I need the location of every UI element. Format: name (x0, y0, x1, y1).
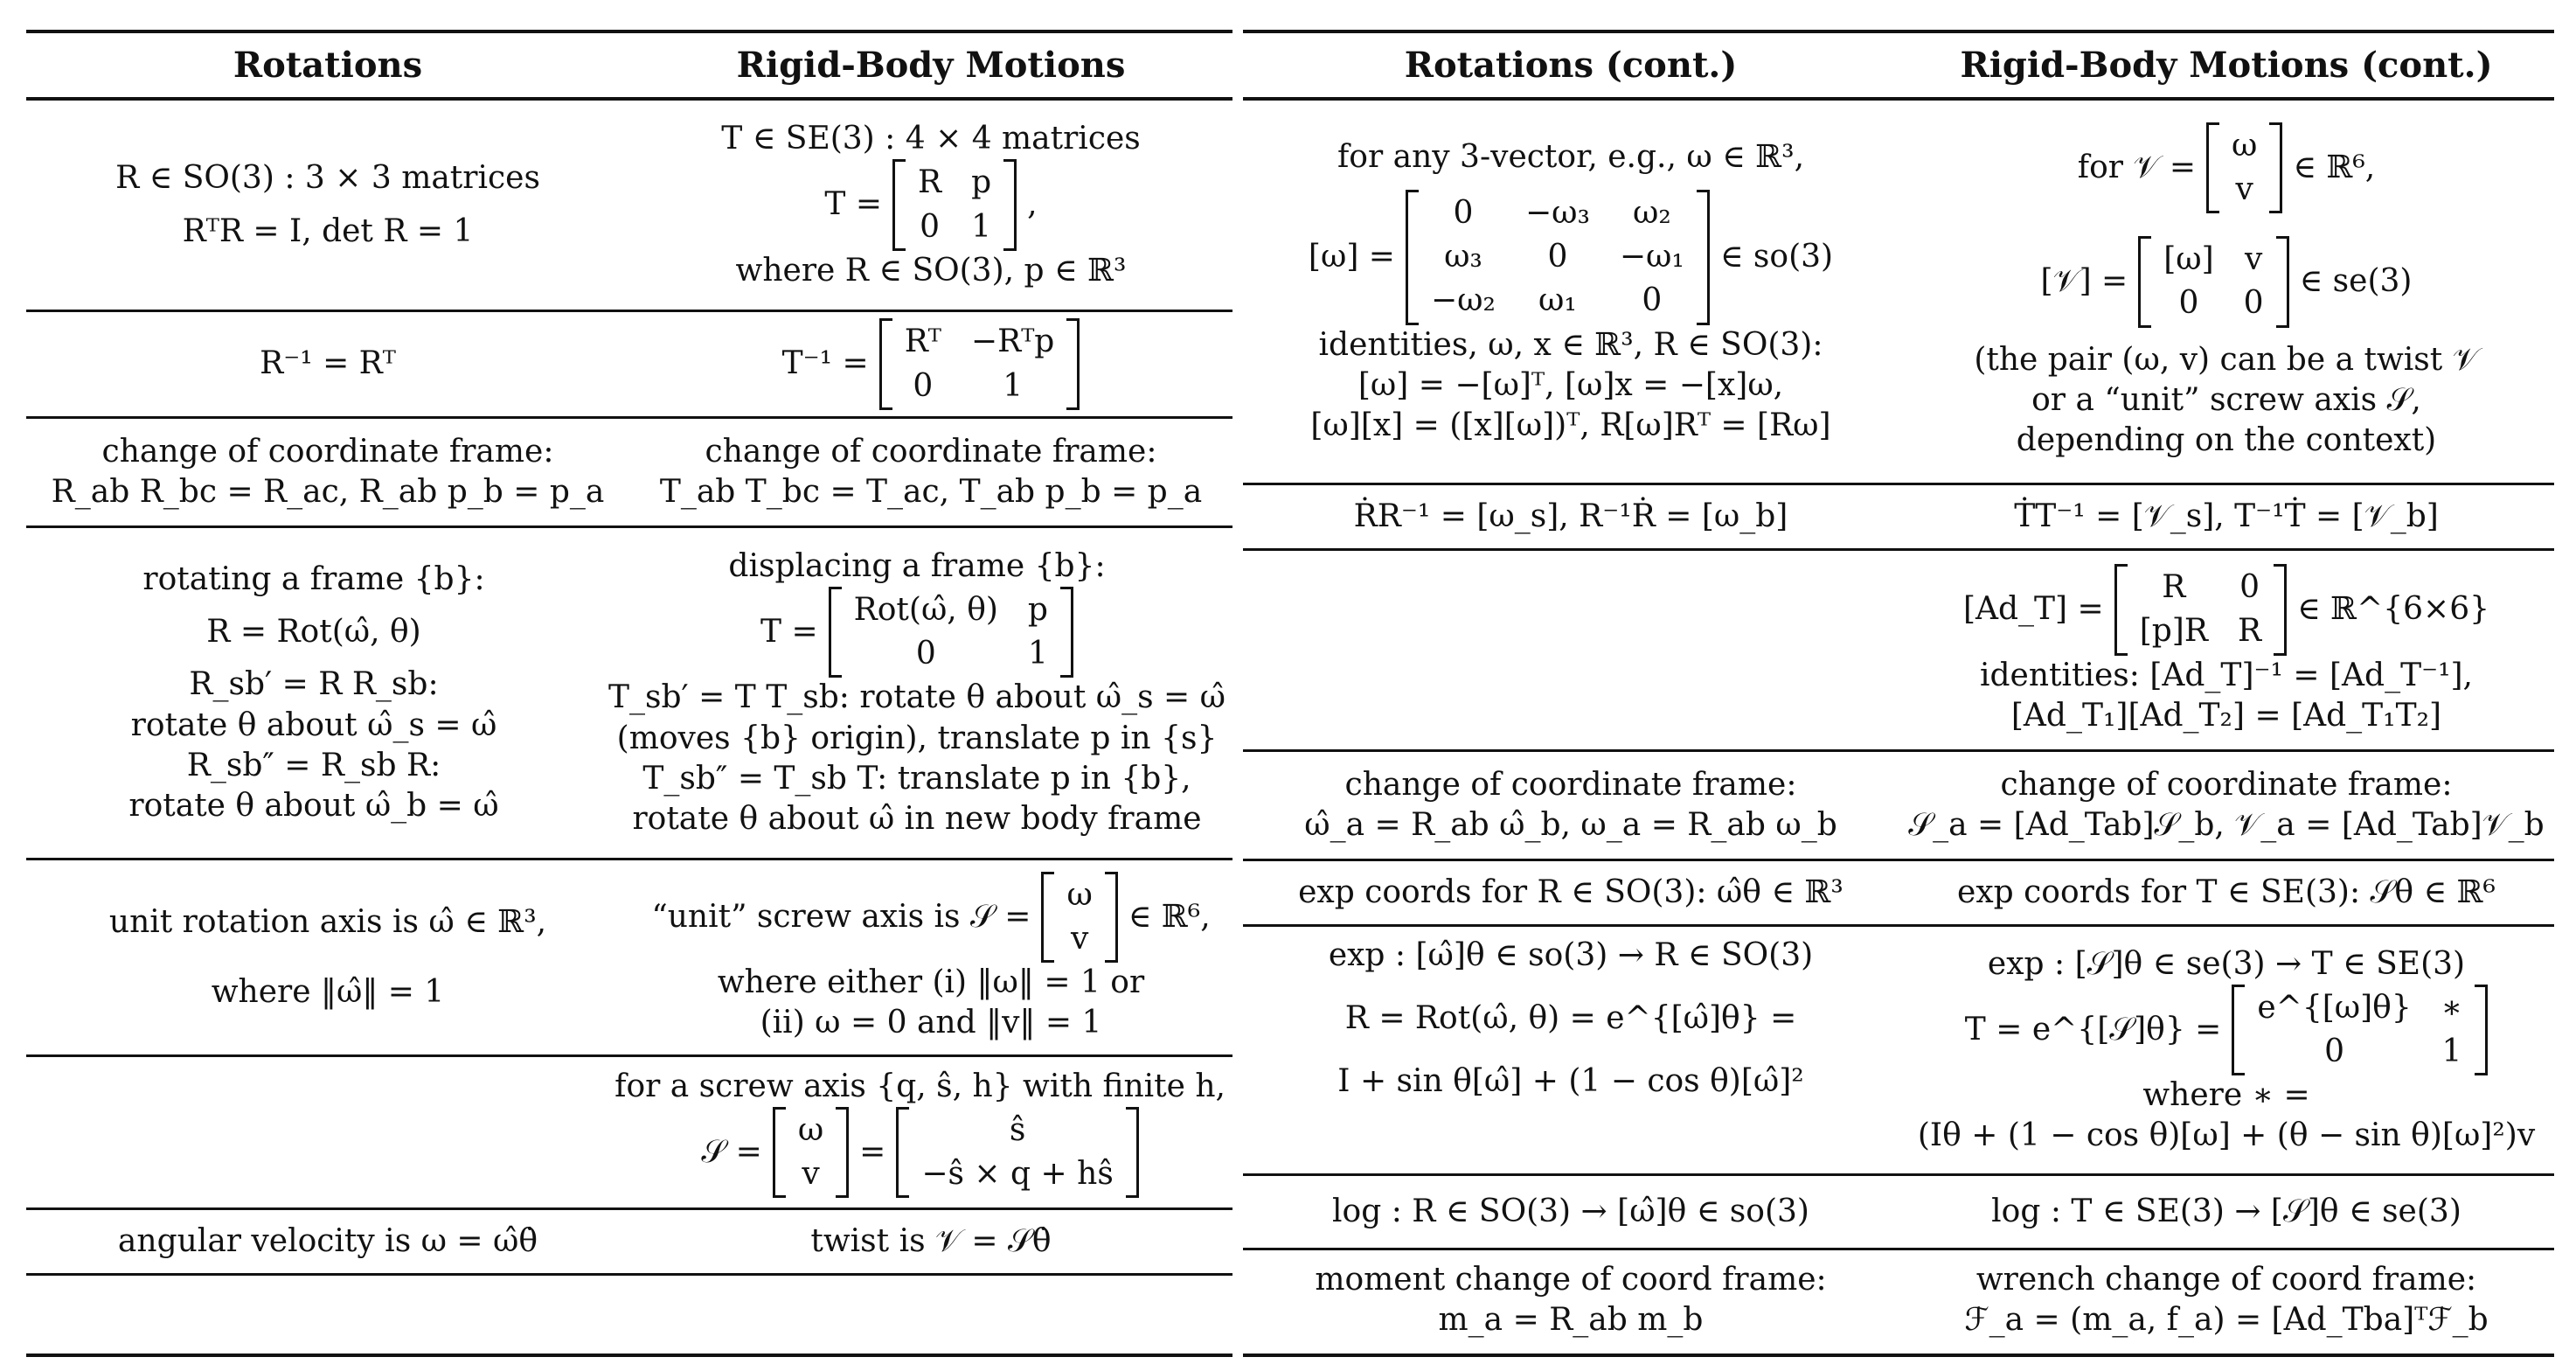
formula-line: exp coords for T ∈ SE(3): 𝒮θ ∈ ℝ⁶ (1957, 873, 2496, 910)
column-vector (773, 1107, 849, 1198)
exponential-matrix (2232, 985, 2488, 1075)
matrix-entry: 0 (2178, 285, 2199, 322)
table-row (26, 101, 1232, 312)
formula-line: T_sb″ = T_sb T: translate p in {b}, (642, 760, 1191, 797)
rigid-body-cell (1899, 551, 2554, 749)
rotations-cell (1243, 101, 1899, 483)
header-rigid-body-motions-cont: Rigid-Body Motions (cont.) (1960, 45, 2493, 86)
equals-sign: = (859, 1133, 886, 1170)
matrix-entry: e^{[ω]θ} (2257, 989, 2412, 1026)
table-row (1243, 485, 2554, 551)
formula-line: change of coordinate frame: (1344, 766, 1797, 803)
matrix-entry: 1 (1027, 636, 1048, 672)
table-row (1243, 1250, 2554, 1350)
rotations-cell (1243, 1250, 1899, 1350)
equation-suffix: , (1027, 186, 1038, 223)
formula-line: ṘR⁻¹ = [ω_s], R⁻¹Ṙ = [ω_b] (1353, 498, 1788, 534)
formula-line: change of coordinate frame: (101, 433, 554, 470)
matrix-entry: R (2237, 613, 2262, 650)
formula-line: log : T ∈ SE(3) → [𝒮]θ ∈ se(3) (1991, 1193, 2461, 1229)
formula-line: rotating a frame {b}: (142, 561, 485, 598)
formula-line: 𝒮_a = [Ad_Tab]𝒮_b, 𝒱_a = [Ad_Tab]𝒱_b (1908, 807, 2545, 843)
right-table (1243, 30, 2554, 1357)
rotations-cell (26, 101, 629, 310)
vector-entry: ω (2232, 128, 2258, 164)
equation-suffix: ∈ ℝ^{6×6} (2297, 591, 2490, 628)
rigid-body-cell (629, 101, 1232, 310)
formula-line: for any 3-vector, e.g., ω ∈ ℝ³, (1337, 139, 1805, 176)
matrix-entry: [ω] (2163, 241, 2214, 278)
formula-line: for a screw axis {q, ŝ, h} with finite h, (614, 1068, 1226, 1104)
table-row (26, 419, 1232, 528)
matrix-equation (2041, 236, 2413, 327)
matrix-entry: 1 (971, 208, 992, 245)
right-header-row (1243, 33, 2554, 101)
header-rotations: Rotations (233, 45, 423, 86)
equation-suffix: ∈ so(3) (1719, 239, 1834, 275)
formula-line: T_ab T_bc = T_ac, T_ab p_b = p_a (659, 474, 1203, 510)
left-table (26, 30, 1232, 1357)
formula-line: exp : [ω̂]θ ∈ so(3) → R ∈ SO(3) (1328, 937, 1814, 973)
rotations-cell (26, 528, 601, 858)
matrix-equation (651, 872, 1210, 963)
formula-line: [ω][x] = ([x][ω])ᵀ, R[ω]Rᵀ = [Rω] (1310, 407, 1831, 443)
table-row (1243, 927, 2554, 1176)
formula-line: where ∗ = (2142, 1077, 2310, 1114)
matrix (829, 587, 1073, 678)
formula-line: R_sb′ = R R_sb: (189, 666, 439, 703)
rigid-body-cell (629, 1210, 1232, 1273)
matrix-entry: ∗ (2441, 989, 2463, 1026)
formula-line: (the pair (ω, v) can be a twist 𝒱 (1974, 341, 2479, 378)
formula-line: identities, ω, x ∈ ℝ³, R ∈ SO(3): (1318, 326, 1823, 363)
matrix-entry: −ω₃ (1524, 195, 1590, 232)
matrix-entry: 0 (1642, 282, 1663, 319)
formula-line: depending on the context) (2016, 421, 2437, 458)
formula-line: m_a = R_ab m_b (1438, 1302, 1704, 1338)
equation-suffix: ∈ ℝ⁶, (1128, 898, 1211, 935)
vector-entry: v (802, 1156, 820, 1193)
matrix-entry: p (971, 164, 992, 201)
equation-lhs: T⁻¹ = (781, 345, 869, 382)
formula-line: R = Rot(ω̂, θ) (206, 614, 421, 651)
formula-line: (moves {b} origin), translate p in {s} (616, 720, 1218, 756)
formula-line: rotate θ about ω̂_s = ω̂ (130, 706, 497, 743)
formula-line: or a “unit” screw axis 𝒮, (2031, 381, 2421, 418)
vector-entry: v (1070, 920, 1089, 957)
matrix-entry: 0 (2324, 1033, 2344, 1069)
equation-lhs: “unit” screw axis is 𝒮 = (651, 898, 1031, 935)
matrix-equation (1309, 190, 1833, 324)
formula-line: change of coordinate frame: (705, 433, 1157, 470)
equation-lhs: [𝒱] = (2040, 263, 2128, 300)
formula-line: R_sb″ = R_sb R: (186, 747, 441, 783)
rotations-cell (1243, 927, 1899, 1173)
matrix-entry: −Rᵀp (970, 324, 1055, 360)
rigid-body-cell (1899, 927, 2554, 1173)
formula-line: displacing a frame {b}: (728, 548, 1106, 585)
matrix-entry: 0 (915, 636, 936, 672)
rotations-cell (26, 312, 629, 416)
rotations-cell (1243, 752, 1899, 859)
table-row (26, 1210, 1232, 1276)
formula-line: wrench change of coord frame: (1975, 1261, 2477, 1298)
matrix-entry: 1 (2441, 1033, 2462, 1069)
skew-matrix (1406, 190, 1710, 324)
table-row (26, 1057, 1232, 1210)
formula-line: log : R ∈ SO(3) → [ω̂]θ ∈ so(3) (1332, 1193, 1809, 1229)
rigid-body-cell (1899, 1176, 2554, 1248)
formula-line: where ‖ω̂‖ = 1 (211, 974, 445, 1010)
matrix-entry: 0 (920, 208, 940, 245)
formula-line: identities: [Ad_T]⁻¹ = [Ad_T⁻¹], (1979, 657, 2473, 693)
matrix-entry: 1 (1003, 367, 1024, 404)
rigid-body-cell (1899, 485, 2554, 548)
table-row (1243, 551, 2554, 752)
adjoint-matrix (2114, 564, 2287, 655)
matrix-entry: 0 (913, 367, 934, 404)
formula-line: rotate θ about ω̂_b = ω̂ (128, 787, 499, 824)
rotations-cell (1243, 1176, 1899, 1248)
equation-suffix: ∈ se(3) (2299, 263, 2413, 300)
matrix-entry: 0 (1453, 195, 1474, 232)
matrix (892, 159, 1017, 250)
table-row (26, 528, 1232, 860)
matrix-equation (782, 318, 1080, 409)
formula-line: exp coords for R ∈ SO(3): ω̂θ ∈ ℝ³ (1298, 873, 1843, 910)
matrix-equation (760, 587, 1073, 678)
rotations-cell (1243, 485, 1899, 548)
rigid-body-cell (629, 860, 1232, 1054)
formula-line: T_sb′ = T T_sb: rotate θ about ω̂_s = ω̂ (608, 679, 1226, 716)
matrix (2138, 236, 2288, 327)
matrix-entry: R (2162, 569, 2186, 606)
matrix-entry: ω₂ (1632, 195, 1671, 232)
formula-line: R_ab R_bc = R_ac, R_ab p_b = p_a (51, 474, 605, 510)
formula-line: [ω] = −[ω]ᵀ, [ω]x = −[x]ω, (1357, 366, 1784, 403)
rigid-body-cell (1899, 101, 2554, 483)
vector-entry: ω (1066, 876, 1093, 913)
formula-line: [Ad_T₁][Ad_T₂] = [Ad_T₁T₂] (2010, 697, 2442, 734)
table-row (1243, 752, 2554, 861)
matrix-entry: −ω₁ (1619, 239, 1684, 275)
formula-line: where R ∈ SO(3), p ∈ ℝ³ (735, 252, 1127, 289)
rigid-body-cell (1899, 861, 2554, 924)
matrix-entry: −ω₂ (1430, 282, 1496, 319)
matrix-entry: 0 (2243, 285, 2264, 322)
matrix-entry: Rot(ω̂, θ) (853, 592, 998, 629)
equation-lhs: T = (824, 186, 882, 223)
left-header-row (26, 33, 1232, 101)
matrix-equation (2078, 122, 2376, 213)
matrix-entry: [p]R (2139, 613, 2208, 650)
equation-lhs: for 𝒱 = (2077, 150, 2196, 186)
formula-line: I + sin θ[ω̂] + (1 − cos θ)[ω̂]² (1337, 1063, 1804, 1100)
vector-entry: ω (797, 1111, 824, 1148)
equation-lhs: T = e^{[𝒮]θ} = (1964, 1011, 2222, 1047)
formula-line: R ∈ SO(3) : 3 × 3 matrices (115, 160, 540, 197)
vector-entry: v (2235, 171, 2253, 208)
rotations-cell (1243, 551, 1899, 749)
equation-suffix: ∈ ℝ⁶, (2293, 150, 2376, 186)
formula-line: (ii) ω = 0 and ‖v‖ = 1 (760, 1005, 1102, 1041)
formula-line: RᵀR = I, det R = 1 (182, 212, 474, 249)
matrix-equation (701, 1107, 1138, 1198)
formula-line: ℱ_a = (m_a, f_a) = [Ad_Tba]ᵀℱ_b (1964, 1302, 2489, 1338)
header-rotations-cont: Rotations (cont.) (1404, 45, 1738, 86)
formula-line: exp : [𝒮]θ ∈ se(3) → T ∈ SE(3) (1987, 945, 2466, 982)
rigid-body-cell (629, 312, 1232, 416)
matrix-entry: 0 (2239, 569, 2260, 606)
formula-line: rotate θ about ω̂ in new body frame (632, 800, 1202, 837)
column-vector (896, 1107, 1138, 1198)
table-row (1243, 861, 2554, 927)
column-vector (1041, 872, 1117, 963)
rigid-body-cell (601, 528, 1232, 858)
rotations-cell (26, 419, 629, 525)
rotations-cell (26, 1210, 629, 1273)
matrix-equation (1963, 564, 2489, 655)
table-row (26, 312, 1232, 419)
matrix-entry: p (1027, 592, 1048, 629)
table-row (1243, 1176, 2554, 1250)
equation-lhs: [Ad_T] = (1962, 591, 2104, 628)
formula-line: ṪT⁻¹ = [𝒱_s], T⁻¹Ṫ = [𝒱_b] (2014, 498, 2439, 534)
rigid-body-cell (1899, 752, 2554, 859)
formula-line: ω̂_a = R_ab ω̂_b, ω_a = R_ab ω_b (1304, 807, 1837, 843)
matrix-entry: 0 (1547, 239, 1568, 275)
formula-line: twist is 𝒱 = 𝒮θ̇ (810, 1222, 1052, 1259)
matrix-entry: R (918, 164, 942, 201)
rotations-cell (1243, 861, 1899, 924)
formula-line: unit rotation axis is ω̂ ∈ ℝ³, (108, 903, 547, 940)
matrix-entry: ω₃ (1444, 239, 1482, 275)
matrix-equation (1965, 985, 2488, 1075)
formula-line: (Iθ + (1 − cos θ)[ω] + (θ − sin θ)[ω]²)v (1917, 1117, 2536, 1154)
header-rigid-body-motions: Rigid-Body Motions (736, 45, 1126, 86)
table-row (26, 860, 1232, 1057)
rigid-body-cell (629, 419, 1232, 525)
equation-lhs: [ω] = (1308, 239, 1395, 275)
vector-entry: −ŝ × q + hŝ (921, 1156, 1114, 1193)
formula-line: R = Rot(ω̂, θ) = e^{[ω̂]θ} = (1344, 1000, 1797, 1037)
formula-line: T ∈ SE(3) : 4 × 4 matrices (721, 121, 1141, 157)
matrix-entry: ω₁ (1538, 282, 1577, 319)
equation-lhs: T = (760, 614, 818, 651)
equation-lhs: 𝒮 = (701, 1133, 762, 1170)
rigid-body-cell (1899, 1250, 2554, 1350)
matrix-entry: v (2244, 241, 2263, 278)
formula-line: change of coordinate frame: (2000, 766, 2453, 803)
rotations-cell (26, 1057, 608, 1207)
formula-line: R⁻¹ = Rᵀ (260, 345, 396, 382)
column-vector (2206, 122, 2282, 213)
formula-line: angular velocity is ω = ω̂θ̇ (117, 1222, 538, 1259)
formula-line: where either (i) ‖ω‖ = 1 or (717, 964, 1145, 1000)
matrix-entry: Rᵀ (904, 324, 941, 360)
table-row (1243, 101, 2554, 485)
matrix (879, 318, 1080, 409)
rigid-body-cell (608, 1057, 1232, 1207)
matrix-equation (824, 159, 1037, 250)
vector-entry: ŝ (1009, 1111, 1026, 1148)
formula-line: moment change of coord frame: (1315, 1261, 1827, 1298)
rotations-cell (26, 860, 629, 1054)
